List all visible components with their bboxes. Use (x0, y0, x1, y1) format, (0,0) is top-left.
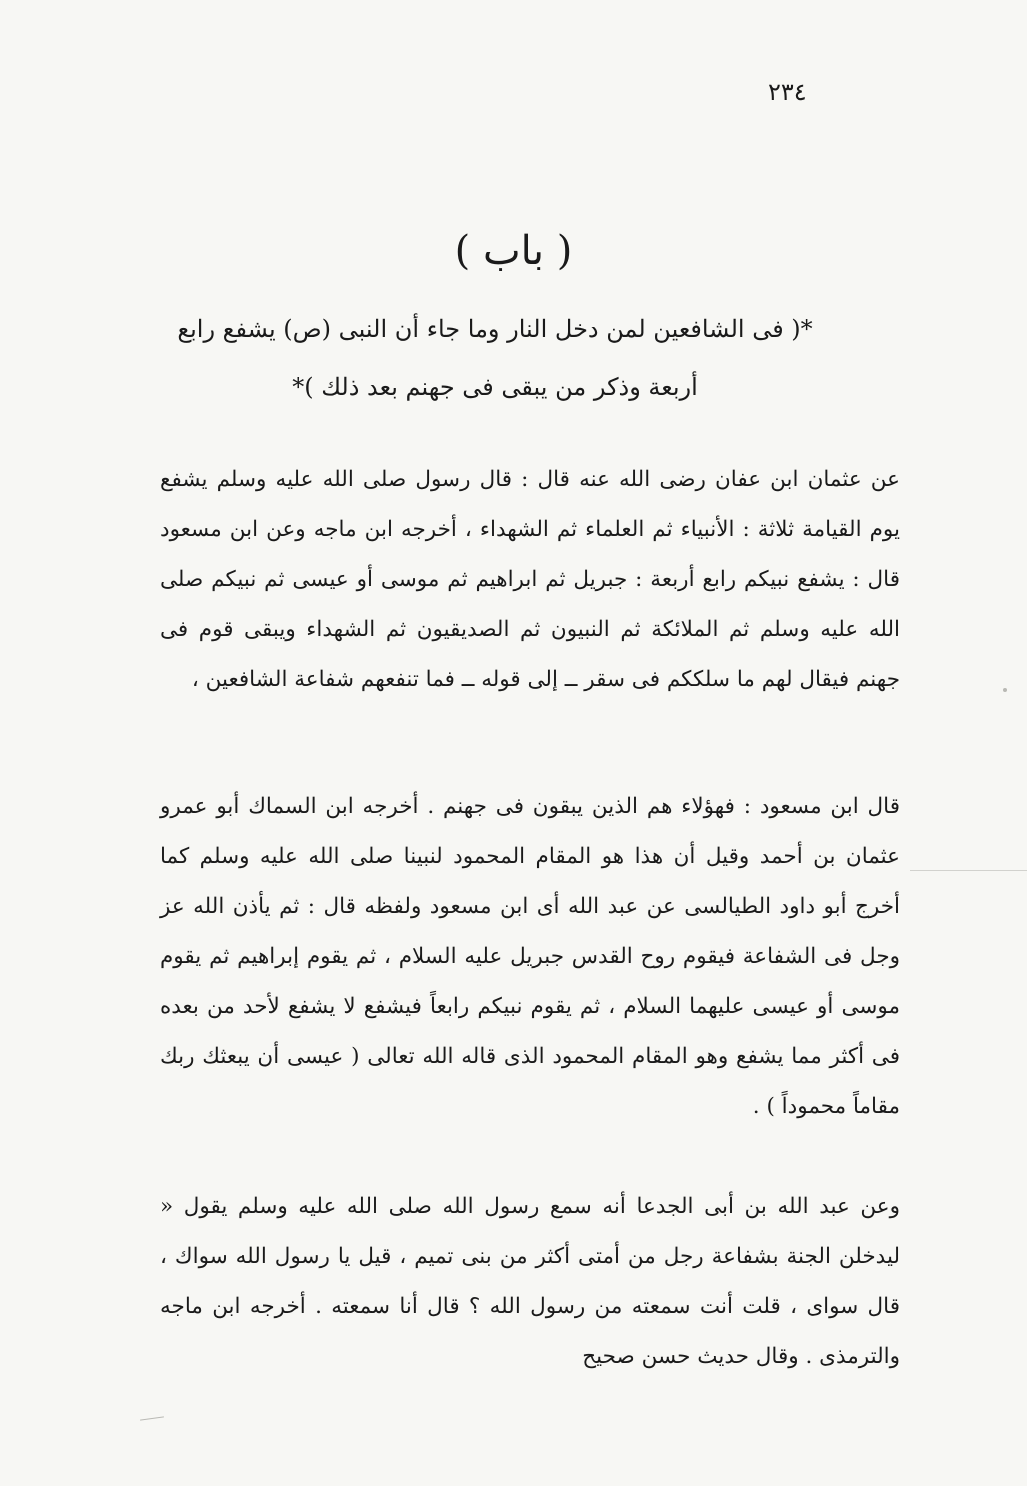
paragraph-ibn-abi-aljada: وعن عبد الله بن أبى الجدعا أنه سمع رسول الله صلى الله عليه وسلم يقول « ليدخلن الجنة بشفاعة رجل من أمتى أكثر من بنى تميم ، قيل يا رسول الله سواك ، قال سواى ، قلت أنت سمعته من رسول الله ؟ قال أنا سمعته . أخرجه ابن ماجه والترمذى . وقال حديث حسن صحيح (160, 1194, 900, 1369)
paragraph-ibn-masud: قال ابن مسعود : فهؤلاء هم الذين يبقون فى جهنم . أخرجه ابن السماك أبو عمرو عثمان بن أحمد وقيل أن هذا هو المقام المحمود لنبينا صلى الله عليه وسلم كما أخرج أبو داود الطيالسى عن عبد الله أى ابن مسعود ولفظه قال : ثم يأذن الله عز وجل فى الشفاعة فيقوم روح القدس جبريل عليه السلام ، ثم يقوم إبراهيم ثم يقوم موسى أو عيسى عليهما السلام ، ثم يقوم نبيكم رابعاً فيشفع لا يشفع لأحد من بعده فى أكثر مما يشفع وهو المقام المحمود الذى قاله الله تعالى ( عيسى أن يبعثك ربك مقاماً محموداً ) . (160, 794, 900, 1119)
chapter-heading: ( باب ) (454, 228, 573, 274)
scan-artifact-line (910, 870, 1027, 871)
scan-artifact-dot (1003, 688, 1007, 692)
page-number: ٢٣٤ (768, 78, 807, 106)
scan-artifact-stroke (140, 1416, 164, 1420)
chapter-subtitle: *( فى الشافعين لمن دخل النار وما جاء أن النبى (ص) يشفع رابع أربعة وذكر من يبقى فى جهنم بعد ذلك )* (177, 315, 813, 401)
paragraph-uthman-hadith: عن عثمان ابن عفان رضى الله عنه قال : قال رسول صلى الله عليه وسلم يشفع يوم القيامة ثلاثة : الأنبياء ثم العلماء ثم الشهداء ، أخرجه ابن ماجه وعن ابن مسعود قال : يشفع نبيكم رابع أربعة : جبريل ثم ابراهيم ثم موسى أو عيسى ثم نبيكم صلى الله عليه وسلم ثم الملائكة ثم النبيون ثم الصديقيون ثم الشهداء ويبقى قوم فى جهنم فيقال لهم ما سلككم فى سقر ــ إلى قوله ــ فما تنفعهم شفاعة الشافعين ، (160, 467, 900, 692)
